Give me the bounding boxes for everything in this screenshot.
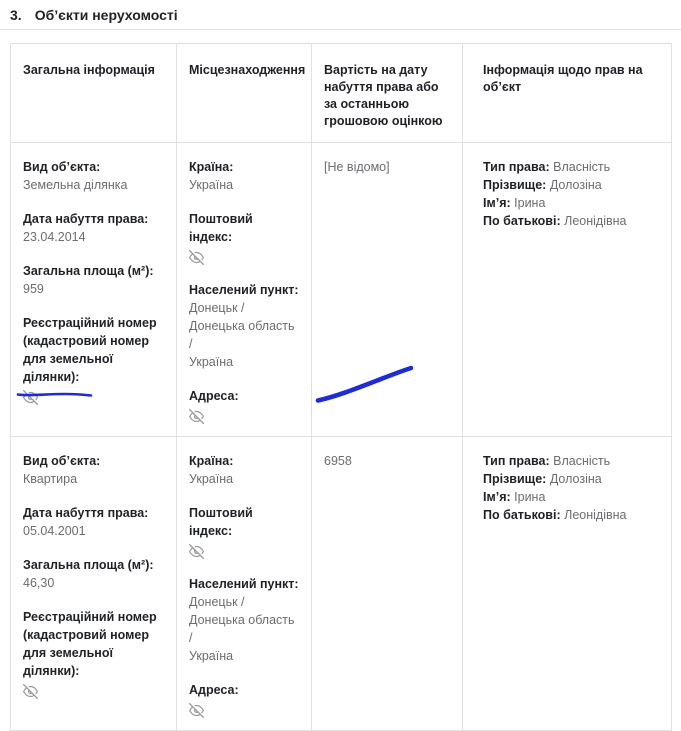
field-value: 23.04.2014 [23,230,86,244]
field-postal-code [189,504,299,559]
field-postal-code [189,210,299,265]
field-total-area [23,556,164,592]
field-label: Поштовий індекс: [189,506,253,538]
field-value: Квартира [23,472,78,486]
field-value: Україна [189,178,234,192]
cell-rights [463,437,672,731]
field-label: Загальна площа (м²): [23,558,154,572]
eye-slash-icon [189,409,204,424]
field-label: Вид об’єкта: [23,160,101,174]
field-label: Дата набуття права: [23,506,149,520]
field-label: Населений пункт: [189,283,299,297]
eye-slash-icon [189,544,204,559]
field-object-type [23,158,164,194]
rights-patronymic [483,506,659,524]
cell-rights [463,143,672,437]
field-country [189,452,299,488]
field-label: Прізвище: [483,178,547,192]
rights-lastname [483,176,659,194]
field-value: Донецьк / [189,595,245,609]
field-value: Леонідівна [564,508,627,522]
field-total-area [23,262,164,298]
field-value: Ірина [514,196,546,210]
field-label: Ім’я: [483,196,511,210]
eye-slash-icon [23,684,38,699]
field-settlement [189,281,299,371]
field-value: Долозіна [549,472,602,486]
table-row-apartment [11,437,672,731]
field-label: Країна: [189,160,234,174]
field-object-type [23,452,164,488]
field-value: Донецька область / [189,319,295,351]
valuation-value: 6958 [324,454,352,468]
title-divider [0,29,681,30]
field-label: Населений пункт: [189,577,299,591]
field-value: Україна [189,649,234,663]
field-label: Тип права: [483,454,550,468]
cell-general [11,437,177,731]
field-value: Україна [189,472,234,486]
field-value: Україна [189,355,234,369]
rights-lastname [483,470,659,488]
field-address [189,387,299,424]
cell-location [177,143,312,437]
field-settlement [189,575,299,665]
section-title-row [0,0,681,24]
column-header-general: Загальна інформація [11,44,177,143]
cell-valuation [312,143,463,437]
cell-valuation [312,437,463,731]
field-value: 959 [23,282,44,296]
eye-slash-icon [23,390,38,405]
field-label: Вид об’єкта: [23,454,101,468]
column-header-location: Місцезнаходження [177,44,312,143]
column-header-valuation: Вартість на дату набуття права або за останньою грошовою оцінкою [312,44,463,143]
field-registration-number [23,314,164,405]
table-row-land-plot [11,143,672,437]
rights-firstname [483,194,659,212]
field-label: Ім’я: [483,490,511,504]
rights-type [483,452,659,470]
field-label: По батькові: [483,508,561,522]
field-acquisition-date [23,210,164,246]
field-value: Донецька область / [189,613,295,645]
section-number: 3. [10,7,22,23]
rights-type [483,158,659,176]
field-registration-number [23,608,164,699]
field-label: Реєстраційний номер (кадастровий номер для земельної ділянки): [23,316,157,384]
field-value: Долозіна [549,178,602,192]
field-value: 46,30 [23,576,55,590]
field-label: Загальна площа (м²): [23,264,154,278]
real-estate-table [10,43,672,731]
field-value: Власність [553,160,611,174]
field-value: Земельна ділянка [23,178,128,192]
field-country [189,158,299,194]
field-value: Ірина [514,490,546,504]
field-acquisition-date [23,504,164,540]
field-label: Тип права: [483,160,550,174]
valuation-value: [Не відомо] [324,160,390,174]
eye-slash-icon [189,703,204,718]
field-address [189,681,299,718]
field-label: Дата набуття права: [23,212,149,226]
field-label: Прізвище: [483,472,547,486]
rights-patronymic [483,212,659,230]
table-header-row [11,44,672,143]
cell-general [11,143,177,437]
field-label: Країна: [189,454,234,468]
field-label: Поштовий індекс: [189,212,253,244]
field-label: Адреса: [189,389,239,403]
field-value: Власність [553,454,611,468]
field-value: Донецьк / [189,301,245,315]
column-header-rights: Інформація щодо прав на об’єкт [463,44,672,143]
field-label: Реєстраційний номер (кадастровий номер для земельної ділянки): [23,610,157,678]
cell-location [177,437,312,731]
field-value: 05.04.2001 [23,524,86,538]
field-value: Леонідівна [564,214,627,228]
field-label: Адреса: [189,683,239,697]
field-label: По батькові: [483,214,561,228]
page-title: Об’єкти нерухомості [34,7,178,23]
rights-firstname [483,488,659,506]
eye-slash-icon [189,250,204,265]
